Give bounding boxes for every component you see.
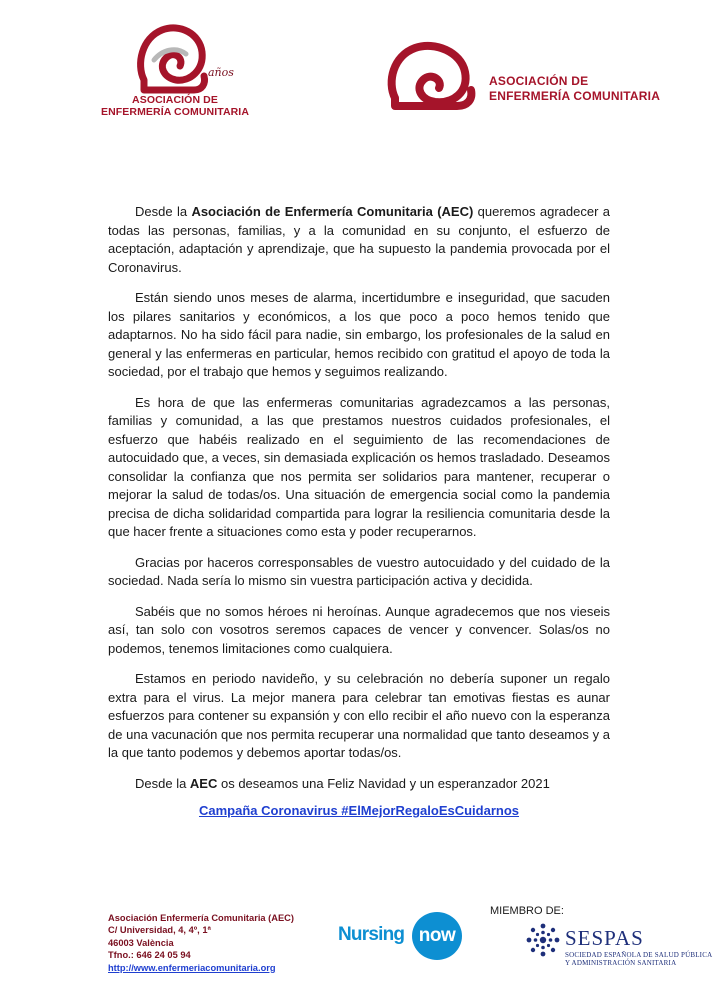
paragraph-6: Estamos en periodo navideño, y su celebración no debería suponer un regalo extra para el virus. La mejor manera para celebrar tan emotivas fiestas es aunar esfuerzos para contener su expansión y con ello recibir el año nuevo con la esperanza de una vacunación que nos permita recuperar una normalidad que tanto deseamos y a la que tanto podemos y debemos aportar todas/os.: [108, 671, 610, 760]
nursing-now-logo: [338, 910, 468, 962]
sespas-name: SESPAS: [565, 926, 644, 950]
footer-website-link[interactable]: http://www.enfermeriacomunitaria.org: [108, 962, 276, 973]
aec-anniversary-logo: [100, 18, 250, 118]
org-name-bold: Asociación de Enfermería Comunitaria (AEC): [191, 204, 474, 219]
footer-address: C/ Universidad, 4, 4º, 1ª: [108, 925, 211, 936]
paragraph-5: Sabéis que no somos héroes ni heroínas. Aunque agradecemos que nos vieseis así, tan solo con vosotros seremos capaces de vencer y convencer. Solas/os no podemos, tenemos limitaciones como cualquiera.: [108, 603, 610, 656]
paragraph-1: Desde la Asociación de Enfermería Comunitaria (AEC) queremos agradecer a todas las personas, familias, y a la comunidad en su conjunto, el esfuerzo de aceptación, adaptación y aprendizaje, que ha supuesto la pandemia provocada por el Coronavirus.: [108, 204, 610, 275]
right-logo-name: ASOCIACIÓN DE ENFERMERÍA COMUNITARIA: [489, 74, 661, 103]
sespas-star-icon: [525, 922, 561, 958]
aec-spiral-icon: [385, 40, 481, 112]
paragraph-greeting: Desde la AEC os deseamos una Feliz Navidad y un esperanzador 2021: [135, 775, 550, 791]
left-logo-name: ASOCIACIÓN DE ENFERMERÍA COMUNITARIA: [100, 94, 250, 118]
aec-spiral-emblem-icon: [132, 20, 212, 98]
sespas-logo: [525, 920, 713, 970]
anniversary-label: años: [208, 66, 234, 79]
letter-body: [108, 203, 610, 818]
footer-phone: Tfno.: 646 24 05 94: [108, 950, 191, 961]
paragraph-2: Están siendo unos meses de alarma, incertidumbre e inseguridad, que sacuden los pilares sanitarios y económicos, a los que poco a poco hemos tenido que adaptarnos. No ha sido fácil para nadie, sin embargo, los profesionales de la salud en general y las enfermeras en particular, hemos recibido con gratitud el apoyo de toda la sociedad, por el trabajo que hemos y seguimos realizando.: [108, 290, 610, 379]
nursing-now-circle: now: [412, 912, 462, 960]
aec-logo: [385, 36, 661, 116]
nursing-now-word: Nursing: [338, 924, 405, 945]
sespas-subtitle: SOCIEDAD ESPAÑOLA DE SALUD PÚBLICA Y ADMINISTRACIÓN SANITARIA: [565, 951, 713, 967]
paragraph-4: Gracias por haceros corresponsables de vuestro autocuidado y del cuidado de la sociedad. Nada sería lo mismo sin vuestra participación activa y decidida.: [108, 554, 610, 588]
campaign-link[interactable]: Campaña Coronavirus #ElMejorRegaloEsCuidarnos: [198, 803, 520, 818]
footer-city: 46003 València: [108, 937, 174, 948]
paragraph-3: Es hora de que las enfermeras comunitarias agradezcamos a las personas, familias y comunidad, a las que prestamos nuestros cuidados profesionales, el esfuerzo que habéis realizado en el seguimiento de las recomendaciones de autocuidado que, a veces, sin demasiada explicación os hemos trasladado. Deseamos consolidar la confianza que nos permita ser solidarios para mantener, recuperar o mejorar la salud de todas/os. Una situación de emergencia social como la pandemia precisa de dicha solidaridad compartida para lograr la resiliencia comunitaria desde la que hacer frente a situaciones como esta y poder recuperarnos.: [108, 394, 610, 539]
footer-org: Asociación Enfermería Comunitaria (AEC): [108, 913, 294, 923]
member-label: MIEMBRO DE:: [490, 905, 564, 917]
footer-address-block: [108, 912, 294, 974]
